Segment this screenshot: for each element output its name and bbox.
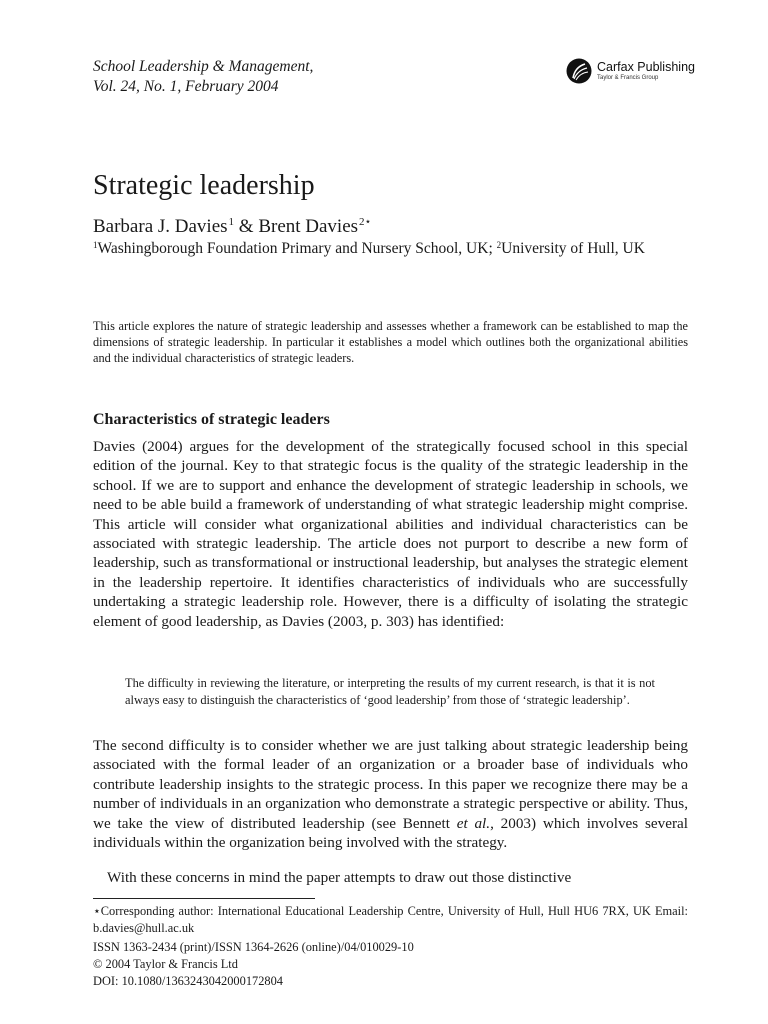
paragraph-text: , 2003) which involves several individuals within the organization being involved with the strategy. <box>93 814 688 852</box>
affiliation-marker: 2 <box>496 240 502 250</box>
abstract: This article explores the nature of strategic leadership and assesses whether a framework can be established to map the dimensions of strategic leadership. In particular it establishes a model which outlines both the organizational abilities and the individual characteristics of strategic leaders. <box>93 319 688 366</box>
journal-volume: Vol. 24, No. 1, February 2004 <box>93 78 279 95</box>
journal-name: School Leadership & Management, <box>93 58 314 75</box>
body-paragraph: With these concerns in mind the paper attempts to draw out those distinctive <box>107 869 572 886</box>
body-paragraph <box>93 736 688 852</box>
affiliations <box>93 235 671 259</box>
block-quote: The difficulty in reviewing the literature, or interpreting the results of my current research, is that it is not always easy to distinguish the characteristics of ‘good leadership’ from those of ‘strategic leadership’. <box>125 676 655 707</box>
affiliation-marker: 2⋆ <box>359 216 372 228</box>
publisher-logo <box>566 58 706 88</box>
copyright-line: © 2004 Taylor & Francis Ltd <box>93 957 238 971</box>
footnote-divider <box>93 898 315 899</box>
affiliation-text: University of Hull, UK <box>501 240 645 257</box>
publisher-group: Taylor & Francis Group <box>597 75 659 81</box>
affiliation-text: Washingborough Foundation Primary and Nursery School, UK; <box>97 240 497 257</box>
citation-etal: et al. <box>456 814 491 832</box>
carfax-logo-icon <box>566 58 592 84</box>
body-paragraph: Davies (2004) argues for the development of the strategically focused school in this special edition of the journal. Key to that strategic focus is the quality of the strategic leadership in the school. If we are to support and enhance the development of strategic leadership in schools, we need to be able build a framework of understanding of what strategic leadership might comprise. This article will consider what organizational abilities and individual characteristics can be associated with strategic leadership. The article does not purport to describe a new form of leadership, such as transformational or instructional leadership, but analyses the strategic element in the leadership repertoire. It identifies characteristics of individuals who are successfully undertaking a strategic leadership role. However, there is a difficulty of isolating the strategic element of good leadership, as Davies (2003, p. 303) has identified: <box>93 438 688 630</box>
corresponding-author-footnote: ⋆Corresponding author: International Educational Leadership Centre, University of Hull, Hull HU6 7RX, UK Email: b.davies@hull.ac.uk <box>93 904 688 935</box>
journal-citation <box>93 57 313 97</box>
paragraph-text: The second difficulty is to consider whether we are just talking about strategic leadership being associated with the formal leader of an organization or a broader base of individuals who contribute leadership insights to the strategic process. In this paper we recognize there may be a number of individuals in an organization who demonstrate a strategic perspective or ability. Thus, we take the view of distributed leadership (see Bennett <box>93 737 688 832</box>
author-name: Barbara J. Davies <box>93 216 228 237</box>
doi-line: DOI: 10.1080/1363243042000172804 <box>93 974 283 988</box>
section-heading: Characteristics of strategic leaders <box>93 411 330 428</box>
issn-line: ISSN 1363-2434 (print)/ISSN 1364-2626 (online)/04/010029-10 <box>93 940 414 954</box>
publisher-name: Carfax Publishing <box>597 60 695 74</box>
author-separator: & <box>234 216 259 237</box>
author-name: Brent Davies <box>258 216 359 237</box>
article-title: Strategic leadership <box>93 170 315 201</box>
affiliation-marker: 1 <box>93 240 98 250</box>
affiliation-marker: 1 <box>228 216 235 228</box>
